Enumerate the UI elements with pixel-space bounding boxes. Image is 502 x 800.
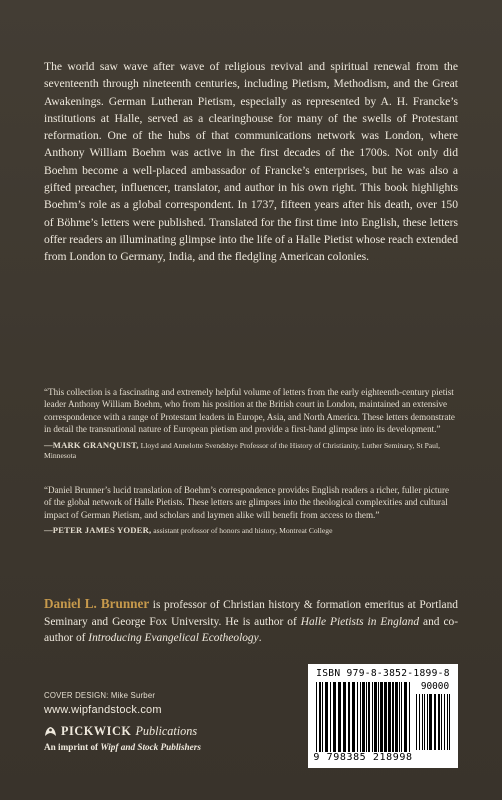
barcode-bar <box>427 694 428 750</box>
barcode-bar <box>388 682 391 752</box>
barcode-bar <box>343 682 346 752</box>
barcode-bar <box>348 682 350 752</box>
barcode-bar <box>384 682 387 752</box>
barcode-bar <box>338 682 341 752</box>
pickwick-logo-icon <box>44 725 57 738</box>
imprint-prefix: An imprint of <box>44 742 101 752</box>
imprint-line <box>44 742 201 752</box>
barcode-bar <box>441 694 442 750</box>
barcode-bar <box>357 682 358 752</box>
isbn-barcode <box>308 664 458 768</box>
barcode-bar <box>319 682 321 752</box>
endorser-affiliation: assistant professor of honors and history, Montreat College <box>153 526 333 536</box>
barcode-bar <box>366 682 367 752</box>
barcode-bar <box>449 694 450 750</box>
author-bio-text: and co-author of <box>44 615 458 645</box>
barcode-bar <box>392 682 394 752</box>
barcode-bar <box>422 694 423 750</box>
cover-design-credit: COVER DESIGN: Mike Surber <box>44 691 156 700</box>
barcode-bar <box>352 682 355 752</box>
endorsement-attribution <box>44 525 456 536</box>
imprint-name: Wipf and Stock Publishers <box>100 742 201 752</box>
author-bio <box>44 596 458 647</box>
barcode-bar <box>374 682 377 752</box>
barcode-bar <box>378 682 379 752</box>
addon-barcode-bars <box>416 694 454 752</box>
barcode-bar <box>325 682 328 752</box>
endorsement-quote: “This collection is a fascinating and extremely helpful volume of letters from the early eighteenth-century pietist leader Anthony William Boehm, who from his position at the British court in London, maintained an extensive correspondence with a range of Protestant leaders in Europe, Asia, and North America. These letters demonstrate in detail the transnational nature of European pietism and provide a first-hand glimpse into its development.” <box>44 387 455 435</box>
author-name: Daniel L. Brunner <box>44 596 150 611</box>
barcode-bar <box>395 682 398 752</box>
barcode-bar <box>404 682 407 752</box>
isbn-label: ISBN 979-8-3852-1899-8 <box>316 668 450 679</box>
barcode-bar <box>419 694 420 750</box>
barcode-bar <box>399 682 400 752</box>
endorser-name: —PETER JAMES YODER, <box>44 525 152 536</box>
endorsement-attribution <box>44 440 456 461</box>
barcode-bar <box>416 694 417 750</box>
barcode-bar <box>438 694 440 750</box>
barcode-bar <box>424 694 425 750</box>
book-title: Halle Pietists in England <box>300 615 420 628</box>
barcode-bar <box>409 682 410 752</box>
price-code: 90000 <box>420 681 450 692</box>
barcode-bars <box>316 682 414 752</box>
author-bio-text: . <box>258 632 262 645</box>
endorser-affiliation: Lloyd and Annelotte Svendsbye Professor of the History of Christianity, Luther Seminary, St Paul, Minnesota <box>44 440 440 460</box>
barcode-bar <box>360 682 361 752</box>
book-description: The world saw wave after wave of religious revival and spiritual renewal from the seventeenth through nineteenth centuries, including Pietism, Methodism, and the Great Awakenings. German Lutheran Pietism, especially as represented by A. H. Francke’s institutions at Halle, served as a clearinghouse for many of the swells of Protestant reformation. One of the hubs of that communications network was London, where Anthony William Boehm was active in the first decades of the 1700s. Not only did Boehm become a well-placed ambassador of Francke’s enterprises, but he was also a gifted preacher, influencer, translator, and author in his own right. This book highlights Boehm’s role as a global correspondent. In 1737, fifteen years after his death, over 150 of Böhme’s letters were published. Translated for the first time into English, these letters offer readers an illuminating glimpse into the life of a Halle Pietist whose reach extended from London to Germany, India, and the fledgling American colonies. <box>44 60 458 264</box>
barcode-bar <box>330 682 331 752</box>
barcode-bar <box>316 682 317 752</box>
barcode-bar <box>429 694 432 750</box>
barcode-bar <box>362 682 365 752</box>
barcode-bar <box>444 694 445 750</box>
publisher-sub: Publications <box>135 723 198 738</box>
barcode-bar <box>401 682 402 752</box>
barcode-bar <box>380 682 383 752</box>
endorsement-1 <box>44 386 456 461</box>
endorser-name: —MARK GRANQUIST, <box>44 439 139 450</box>
publisher-website[interactable]: www.wipfandstock.com <box>44 704 162 716</box>
endorsement-quote: “Daniel Brunner’s lucid translation of Boehm’s correspondence provides English readers a richer, fuller picture of the global network of Halle Pietists. These letters are glimpses into the theological complexities and cultural impact of German Pietism, and scholars and laymen alike will benefit from access to them.” <box>44 485 450 520</box>
endorsement-2 <box>44 484 456 536</box>
publisher-line <box>44 722 197 740</box>
barcode-bar <box>333 682 336 752</box>
barcode-digits: 9 798385 218998 <box>313 752 413 763</box>
barcode-bar <box>372 682 373 752</box>
barcode-bar <box>434 694 436 750</box>
author-bio-text: is professor of Christian history & formation emeritus at Portland Seminary and George Fox University. He is author of <box>44 599 458 628</box>
book-title: Introducing Evangelical Ecotheology <box>88 632 259 645</box>
barcode-bar <box>368 682 370 752</box>
publisher-name: PICKWICK <box>61 723 132 738</box>
barcode-bar <box>322 682 323 752</box>
barcode-bar <box>447 694 448 750</box>
